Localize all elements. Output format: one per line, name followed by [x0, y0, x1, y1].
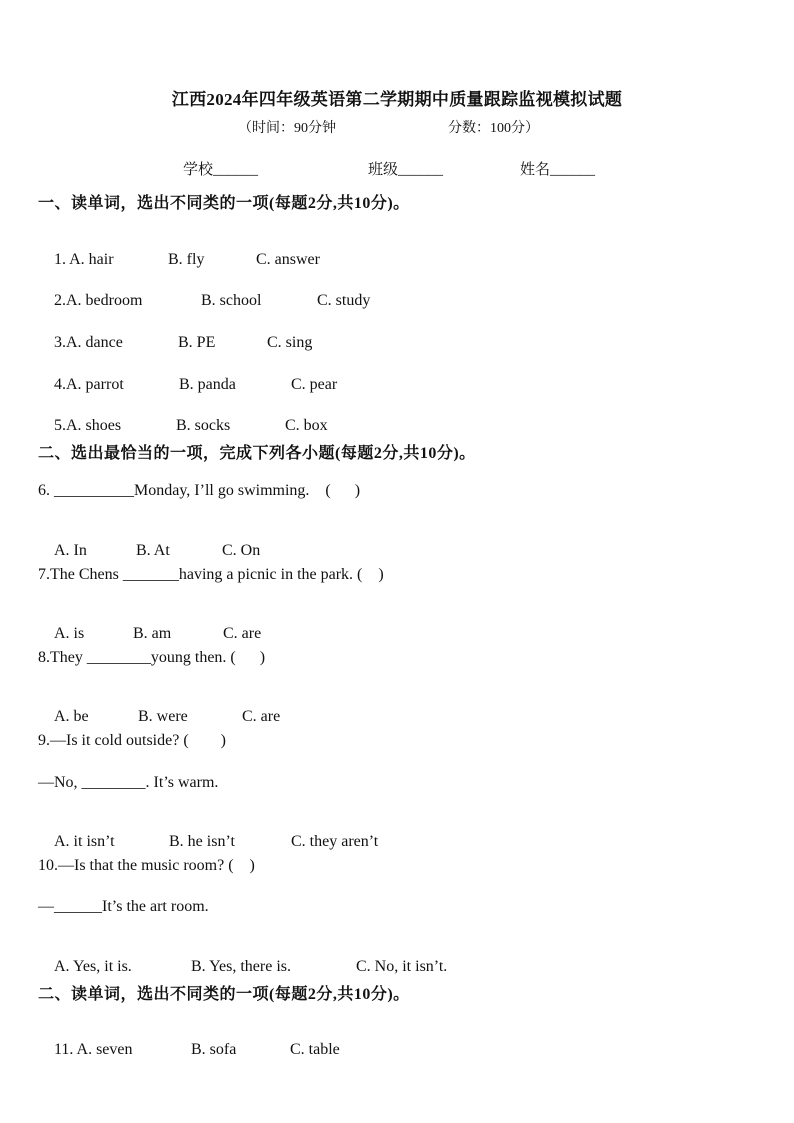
q3-option-a: 3.A. dance [54, 334, 123, 351]
exam-score: 分数：100分） [448, 121, 539, 136]
q9-option-a: A. it isn’t [54, 833, 115, 850]
q9-option-b: B. he isn’t [169, 833, 235, 850]
q11-option-a: 11. A. seven [54, 1041, 133, 1058]
question-9-stem: 9.—Is it cold outside? ( ) [38, 732, 226, 749]
question-8-stem: 8.They ________young then. ( ) [38, 649, 266, 666]
question-6-stem: 6. __________Monday, I’ll go swimming. ( ) [38, 482, 361, 499]
page-title: 江西2024年四年级英语第二学期期中质量跟踪监视模拟试题 [171, 90, 623, 109]
question-7-stem: 7.The Chens _______having a picnic in the park. ( ) [38, 566, 384, 583]
q5-option-b: B. socks [176, 417, 231, 434]
q1-option-b: B. fly [168, 251, 205, 268]
q1-option-a: 1. A. hair [54, 251, 114, 268]
section1-heading: 一、读单词，选出不同类的一项(每题2分,共10分)。 [38, 195, 410, 212]
school-field: 学校______ [183, 162, 259, 178]
q11-option-c: C. table [290, 1041, 340, 1058]
q10-option-a: A. Yes, it is. [54, 958, 132, 975]
q6-option-a: A. In [54, 542, 87, 559]
q2-option-b: B. school [201, 292, 262, 309]
q5-option-a: 5.A. shoes [54, 417, 122, 434]
q3-option-b: B. PE [178, 334, 216, 351]
q4-option-b: B. panda [179, 376, 236, 393]
section2-heading: 二、选出最恰当的一项，完成下列各小题(每题2分,共10分)。 [38, 445, 476, 462]
q9-option-c: C. they aren’t [291, 833, 379, 850]
q7-option-b: B. am [133, 625, 172, 642]
question-10-reply: —______It’s the art room. [38, 898, 209, 915]
q1-option-c: C. answer [256, 251, 320, 268]
class-field: 班级______ [368, 162, 444, 178]
question-10-stem: 10.—Is that the music room? ( ) [38, 857, 255, 874]
question-9-reply: —No, ________. It’s warm. [38, 774, 219, 791]
q10-option-c: C. No, it isn’t. [356, 958, 448, 975]
q8-option-c: C. are [242, 708, 281, 725]
q10-option-b: B. Yes, there is. [191, 958, 292, 975]
q4-option-a: 4.A. parrot [54, 376, 124, 393]
question-11 [38, 1023, 340, 1077]
q5-option-c: C. box [285, 417, 328, 434]
q6-option-b: B. At [136, 542, 170, 559]
q2-option-c: C. study [317, 292, 371, 309]
q8-option-b: B. were [138, 708, 188, 725]
section3-heading: 二、读单词，选出不同类的一项(每题2分,共10分)。 [38, 986, 410, 1003]
q6-option-c: C. On [222, 542, 261, 559]
exam-time: （时间：90分钟 [238, 121, 336, 136]
q3-option-c: C. sing [267, 334, 313, 351]
q7-option-c: C. are [223, 625, 262, 642]
q8-option-a: A. be [54, 708, 89, 725]
name-field: 姓名______ [520, 162, 596, 178]
q2-option-a: 2.A. bedroom [54, 292, 143, 309]
q4-option-c: C. pear [291, 376, 338, 393]
q7-option-a: A. is [54, 625, 85, 642]
q11-option-b: B. sofa [191, 1041, 237, 1058]
